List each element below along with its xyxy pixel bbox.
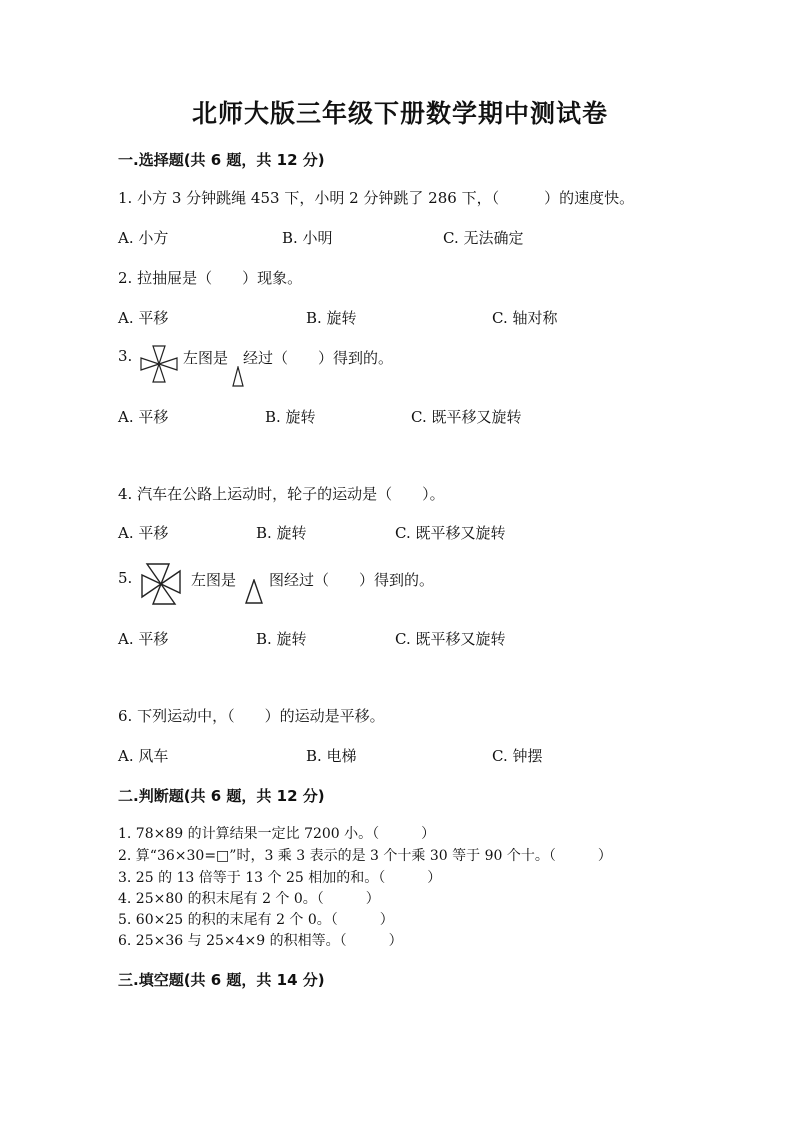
q4-option-c: C. 既平移又旋转: [395, 524, 506, 542]
q2-option-b: B. 旋转: [306, 309, 357, 327]
question-3-number: 3.: [118, 347, 133, 365]
page-title: 北师大版三年级下册数学期中测试卷: [191, 99, 608, 128]
q6-option-b: B. 电梯: [306, 747, 357, 765]
question-4: 4. 汽车在公路上运动时，轮子的运动是（ ）。: [118, 485, 445, 503]
pinwheel-figure: [137, 344, 181, 384]
question-5-text-2: 图经过（ ）得到的。: [269, 571, 435, 589]
judge-item-2: 2. 算“36×30=□”时，3 乘 3 表示的是 3 个十乘 30 等于 90 个十。（ ）: [118, 848, 612, 864]
judge-item-4: 4. 25×80 的积末尾有 2 个 0。（ ）: [118, 891, 380, 907]
question-1: 1. 小方 3 分钟跳绳 453 下，小明 2 分钟跳了 286 下，（ ）的速度快。: [118, 189, 635, 207]
q6-option-a: A. 风车: [118, 747, 169, 765]
question-3-text-2: 经过（ ）得到的。: [243, 349, 394, 367]
q1-option-a: A. 小方: [118, 229, 169, 247]
question-5-text-1: 左图是: [191, 571, 237, 589]
q2-option-a: A. 平移: [118, 309, 169, 327]
q1-option-c: C. 无法确定: [443, 229, 524, 247]
judge-item-5: 5. 60×25 的积的末尾有 2 个 0。（ ）: [118, 912, 394, 928]
q4-option-b: B. 旋转: [256, 524, 307, 542]
question-5-number: 5.: [118, 569, 133, 587]
judge-item-3: 3. 25 的 13 倍等于 13 个 25 相加的和。（ ）: [118, 870, 442, 886]
triangle-figure: [231, 366, 245, 388]
triangle-figure: [244, 579, 264, 605]
question-3-text-1: 左图是: [183, 349, 229, 367]
q2-option-c: C. 轴对称: [492, 309, 558, 327]
judge-item-6: 6. 25×36 与 25×4×9 的积相等。（ ）: [118, 933, 403, 949]
q1-option-b: B. 小明: [282, 229, 333, 247]
q5-option-b: B. 旋转: [256, 630, 307, 648]
section-heading-fill: 三.填空题(共 6 题，共 14 分): [118, 971, 325, 989]
judge-item-1: 1. 78×89 的计算结果一定比 7200 小。（ ）: [118, 826, 436, 842]
section-heading-judge: 二.判断题(共 6 题，共 12 分): [118, 787, 325, 805]
q3-option-c: C. 既平移又旋转: [411, 408, 522, 426]
q4-option-a: A. 平移: [118, 524, 169, 542]
q5-option-a: A. 平移: [118, 630, 169, 648]
q3-option-b: B. 旋转: [265, 408, 316, 426]
question-2: 2. 拉抽屉是（ ）现象。: [118, 269, 303, 287]
q5-option-c: C. 既平移又旋转: [395, 630, 506, 648]
section-heading-choice: 一.选择题(共 6 题，共 12 分): [118, 151, 325, 169]
q3-option-a: A. 平移: [118, 408, 169, 426]
q6-option-c: C. 钟摆: [492, 747, 543, 765]
pinwheel-figure: [139, 561, 183, 607]
question-6: 6. 下列运动中，（ ）的运动是平移。: [118, 707, 385, 725]
